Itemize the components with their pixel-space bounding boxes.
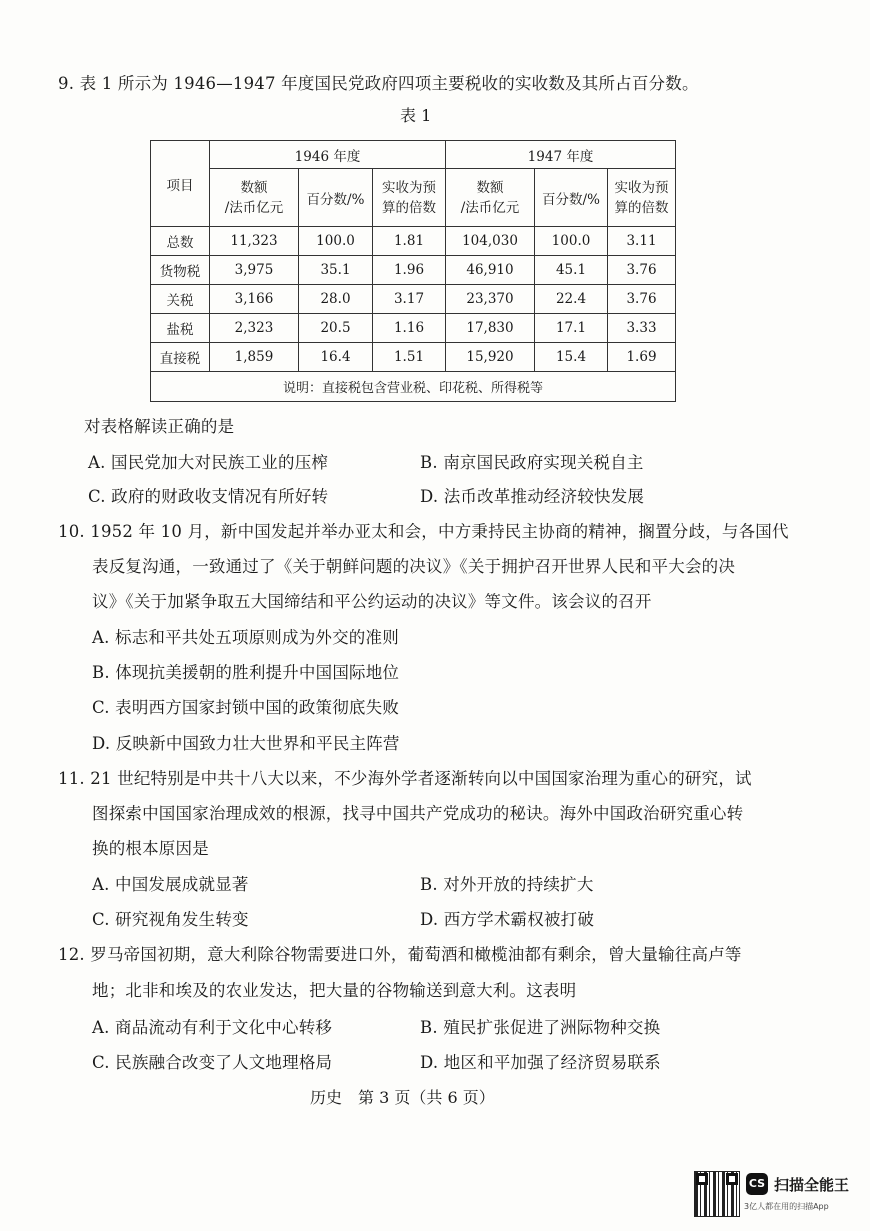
camscanner-logo: CS (746, 1173, 768, 1195)
q9-option-c[interactable]: C. 政府的财政收支情况有所好转 (88, 487, 329, 506)
table-col-amount-1947 (446, 169, 535, 227)
row-ratio-1947: 3.33 (608, 314, 676, 343)
q12-stem-line2: 地；北非和埃及的农业发达，把大量的谷物输送到意大利。这表明 (92, 981, 577, 1000)
row-ratio-1947: 3.11 (608, 227, 676, 256)
q12-option-b[interactable]: B. 殖民扩张促进了洲际物种交换 (420, 1018, 661, 1037)
row-item: 关税 (151, 285, 210, 314)
col-amount-unit: /法币亿元 (224, 199, 284, 216)
row-amount-1946: 1,859 (210, 343, 299, 372)
col-amount-label: 数额 (476, 179, 504, 196)
table-row (151, 285, 676, 314)
q11-stem-line3: 换的根本原因是 (92, 839, 209, 858)
row-ratio-1946: 1.96 (373, 256, 446, 285)
table-row (151, 227, 676, 256)
row-amount-1947: 15,920 (446, 343, 535, 372)
col-amount-unit: /法币亿元 (460, 199, 520, 216)
tax-table (150, 140, 676, 402)
table-row (151, 343, 676, 372)
table-row (151, 314, 676, 343)
table-caption: 表 1 (400, 106, 432, 125)
row-ratio-1946: 1.16 (373, 314, 446, 343)
table-col-percent-1946: 百分数/% (299, 169, 373, 227)
col-amount-label: 数额 (240, 179, 268, 196)
row-ratio-1947: 1.69 (608, 343, 676, 372)
q11-stem-line2: 图探索中国国家治理成效的根源，找寻中国共产党成功的秘诀。海外中国政治研究重心转 (92, 804, 744, 823)
row-item: 盐税 (151, 314, 210, 343)
row-amount-1947: 17,830 (446, 314, 535, 343)
q10-stem-line1: 10. 1952 年 10 月，新中国发起并举办亚太和会，中方秉持民主协商的精神，搁置分歧，与各国代 (58, 522, 789, 541)
table-col-amount-1946 (210, 169, 299, 227)
q9-option-d[interactable]: D. 法币改革推动经济较快发展 (420, 487, 645, 506)
col-ratio-label-2: 算的倍数 (614, 199, 669, 216)
row-percent-1946: 100.0 (299, 227, 373, 256)
q11-option-b[interactable]: B. 对外开放的持续扩大 (420, 875, 594, 894)
q12-option-d[interactable]: D. 地区和平加强了经济贸易联系 (420, 1053, 661, 1072)
table-header-item: 项目 (151, 141, 210, 227)
scanner-tagline: 3亿人都在用的扫描App (744, 1202, 829, 1211)
q10-option-b[interactable]: B. 体现抗美援朝的胜利提升中国国际地位 (92, 663, 400, 682)
row-ratio-1946: 3.17 (373, 285, 446, 314)
q10-option-d[interactable]: D. 反映新中国致力壮大世界和平民主阵营 (92, 734, 400, 753)
q10-stem-line2: 表反复沟通，一致通过了《关于朝鲜问题的决议》《关于拥护召开世界人民和平大会的决 (92, 557, 736, 576)
q10-option-a[interactable]: A. 标志和平共处五项原则成为外交的准则 (92, 628, 399, 647)
row-amount-1946: 3,975 (210, 256, 299, 285)
row-amount-1947: 23,370 (446, 285, 535, 314)
scanner-app-name: 扫描全能王 (774, 1176, 850, 1194)
q9-prompt: 对表格解读正确的是 (84, 417, 235, 436)
table-header-1947: 1947 年度 (446, 141, 676, 169)
row-amount-1947: 46,910 (446, 256, 535, 285)
q12-stem-line1: 12. 罗马帝国初期，意大利除谷物需要进口外，葡萄酒和橄榄油都有剩余，曾大量输往高卢等 (58, 945, 742, 964)
q9-option-a[interactable]: A. 国民党加大对民族工业的压榨 (88, 453, 329, 472)
row-item: 总数 (151, 227, 210, 256)
row-ratio-1947: 3.76 (608, 285, 676, 314)
scanner-badge (694, 1171, 854, 1219)
row-amount-1946: 11,323 (210, 227, 299, 256)
q11-option-d[interactable]: D. 西方学术霸权被打破 (420, 910, 595, 929)
row-item: 货物税 (151, 256, 210, 285)
row-percent-1946: 35.1 (299, 256, 373, 285)
row-percent-1946: 16.4 (299, 343, 373, 372)
row-percent-1946: 28.0 (299, 285, 373, 314)
row-percent-1947: 17.1 (535, 314, 608, 343)
q11-option-c[interactable]: C. 研究视角发生转变 (92, 910, 249, 929)
q9-option-b[interactable]: B. 南京国民政府实现关税自主 (420, 453, 644, 472)
page-footer: 历史 第 3 页（共 6 页） (310, 1088, 495, 1107)
row-percent-1946: 20.5 (299, 314, 373, 343)
row-ratio-1946: 1.51 (373, 343, 446, 372)
table-col-ratio-1946 (373, 169, 446, 227)
q9-stem: 9. 表 1 所示为 1946—1947 年度国民党政府四项主要税收的实收数及其所占百分数。 (58, 74, 699, 93)
table-header-1946: 1946 年度 (210, 141, 446, 169)
table-note: 说明：直接税包含营业税、印花税、所得税等 (151, 372, 676, 402)
table-col-percent-1947: 百分数/% (535, 169, 608, 227)
q12-option-a[interactable]: A. 商品流动有利于文化中心转移 (92, 1018, 333, 1037)
row-amount-1946: 3,166 (210, 285, 299, 314)
table-row (151, 256, 676, 285)
q11-option-a[interactable]: A. 中国发展成就显著 (92, 875, 249, 894)
row-percent-1947: 15.4 (535, 343, 608, 372)
row-amount-1946: 2,323 (210, 314, 299, 343)
q11-stem-line1: 11. 21 世纪特别是中共十八大以来，不少海外学者逐渐转向以中国国家治理为重心的研究，试 (58, 769, 752, 788)
row-percent-1947: 100.0 (535, 227, 608, 256)
qr-code-icon (694, 1171, 740, 1217)
col-ratio-label: 实收为预 (382, 179, 436, 196)
q10-option-c[interactable]: C. 表明西方国家封锁中国的政策彻底失败 (92, 698, 400, 717)
row-item: 直接税 (151, 343, 210, 372)
col-ratio-label: 实收为预 (614, 179, 669, 196)
q12-option-c[interactable]: C. 民族融合改变了人文地理格局 (92, 1053, 333, 1072)
row-ratio-1947: 3.76 (608, 256, 676, 285)
q10-stem-line3: 议》《关于加紧争取五大国缔结和平公约运动的决议》等文件。该会议的召开 (92, 592, 652, 611)
row-amount-1947: 104,030 (446, 227, 535, 256)
col-ratio-label-2: 算的倍数 (382, 199, 436, 216)
row-percent-1947: 45.1 (535, 256, 608, 285)
row-percent-1947: 22.4 (535, 285, 608, 314)
row-ratio-1946: 1.81 (373, 227, 446, 256)
table-col-ratio-1947 (608, 169, 676, 227)
